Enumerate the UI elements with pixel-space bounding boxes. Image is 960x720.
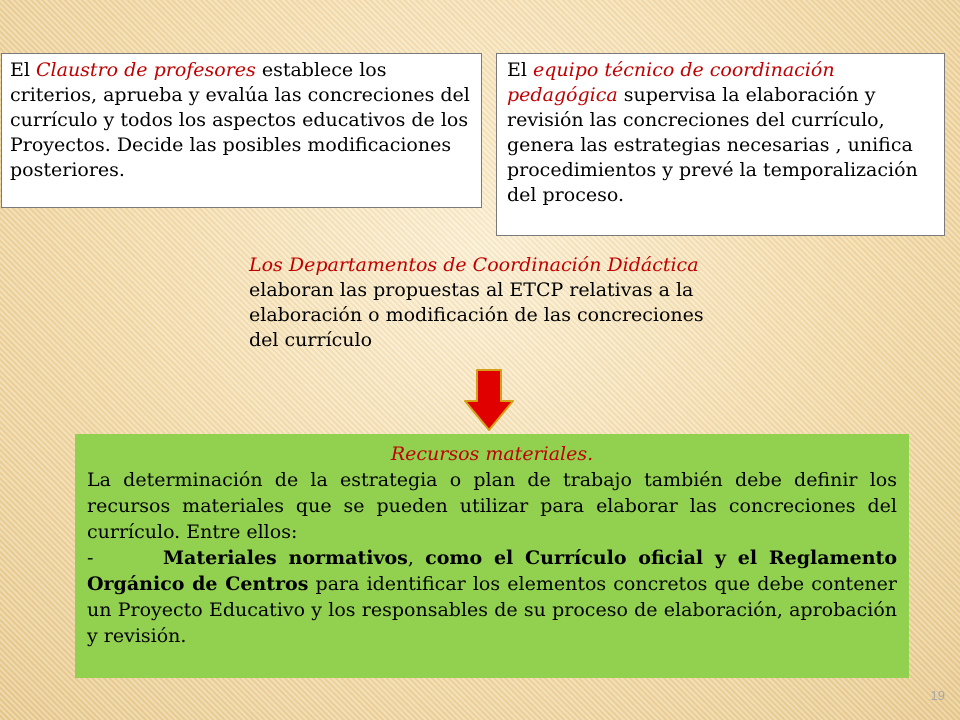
recursos-box: [75, 434, 909, 678]
recursos-title: Recursos materiales.: [390, 443, 594, 465]
bullet-bold: Materiales normativos: [163, 547, 408, 569]
etcp-text: supervisa la elaboración y revisión las concreciones del currículo, genera las estrategias necesarias , unifica procedimientos y prevé la temporalización del proceso.: [507, 84, 918, 206]
page-number: 19: [930, 688, 945, 703]
claustro-text: establece los criterios, aprueba y evalúa las concreciones del currículo y todos los aspectos educativos de los Proyectos. Decide las posibles modificaciones posteriores.: [10, 59, 470, 181]
bullet-mid: ,: [407, 547, 426, 569]
etcp-box: [496, 53, 945, 236]
bullet-rest: para identificar los elementos concretos que debe contener un Proyecto Educativo y los responsables de su proceso de elaboración, aprobación y revisión.: [87, 573, 897, 647]
recursos-bullet: [87, 545, 897, 649]
claustro-highlight: Claustro de profesores: [36, 59, 256, 81]
recursos-paragraph: La determinación de la estrategia o plan de trabajo también debe definir los recursos materiales que se pueden utilizar para elaborar las concreciones del currículo. Entre ellos:: [87, 469, 897, 543]
departamentos-text: elaboran las propuestas al ETCP relativas a la elaboración o modificación de las concreciones del currículo: [249, 279, 704, 351]
etcp-prefix: El: [507, 59, 533, 81]
departamentos-highlight: Los Departamentos de Coordinación Didáctica: [249, 254, 699, 276]
departamentos-note: [249, 253, 709, 353]
bullet-bold-2: como el Currículo oficial y el Reglamento Orgánico de Centros: [87, 547, 897, 595]
down-arrow-icon: [463, 369, 515, 431]
etcp-highlight: equipo técnico de coordinación pedagógica: [507, 59, 835, 106]
claustro-prefix: El: [10, 59, 36, 81]
claustro-box: [1, 53, 482, 208]
bullet-dash: -: [87, 547, 94, 569]
